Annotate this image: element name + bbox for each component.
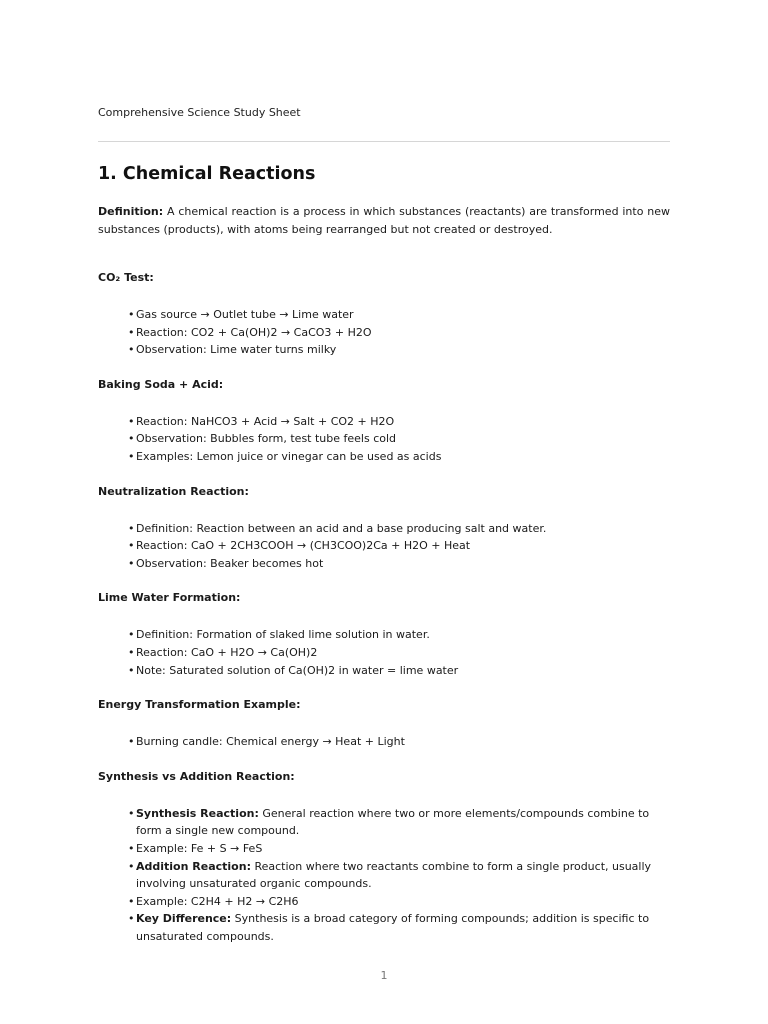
definition-label: Definition:: [98, 205, 164, 218]
item-text: Note: Saturated solution of Ca(OH)2 in water = lime water: [136, 663, 459, 677]
reaction-block: [98, 376, 670, 466]
list-item: [128, 324, 670, 342]
bullet-list: [98, 626, 670, 679]
reaction-block: [98, 269, 670, 359]
bullet-icon: •: [128, 894, 135, 908]
list-item: [128, 626, 670, 644]
bullet-list: [98, 413, 670, 466]
item-text: Observation: Beaker becomes hot: [136, 556, 324, 570]
item-text: Synthesis is a broad category of forming compounds; addition is specific to unsaturated compounds.: [136, 912, 650, 943]
page-number: 1: [380, 969, 388, 982]
item-text: Reaction where two reactants combine to form a single product, usually involving unsaturated organic compounds.: [136, 859, 652, 891]
bullet-icon: •: [128, 806, 135, 820]
item-text: Example: Fe + S → FeS: [136, 841, 263, 855]
item-text: Example: C2H4 + H2 → C2H6: [136, 894, 299, 908]
bullet-list: [98, 306, 670, 359]
list-item: [128, 644, 670, 662]
reaction-block: [98, 696, 670, 751]
section-title: 1. Chemical Reactions: [98, 164, 316, 184]
item-text: Gas source → Outlet tube → Lime water: [136, 308, 354, 321]
item-text: Definition: Reaction between an acid and a base producing salt and water.: [136, 521, 547, 535]
list-item: [128, 555, 670, 573]
item-text: Definition: Formation of slaked lime solution in water.: [136, 628, 430, 642]
item-label: Addition Reaction:: [136, 859, 251, 873]
block-title: Neutralization Reaction:: [98, 484, 249, 498]
bullet-icon: •: [128, 325, 135, 339]
list-item: [128, 306, 670, 324]
list-item: [128, 413, 670, 431]
bullet-icon: •: [128, 432, 135, 446]
item-text: Reaction: CO2 + Ca(OH)2 → CaCO3 + H2O: [136, 325, 372, 339]
reaction-block: [98, 768, 670, 946]
item-text: General reaction where two or more elements/compounds combine to form a single new compound.: [136, 806, 650, 838]
block-title: Synthesis vs Addition Reaction:: [98, 769, 295, 783]
bullet-list: [98, 805, 670, 946]
definition-text: A chemical reaction is a process in which substances (reactants) are transformed into new substances (products), with atoms being rearranged but not created or destroyed.: [98, 205, 670, 236]
list-item: [128, 448, 670, 466]
document-header: Comprehensive Science Study Sheet: [98, 106, 301, 119]
block-title: CO₂ Test:: [98, 271, 154, 284]
list-item: [128, 733, 670, 751]
bullet-icon: •: [128, 859, 135, 873]
item-text: Observation: Bubbles form, test tube feels cold: [136, 432, 397, 446]
bullet-icon: •: [128, 645, 135, 659]
bullet-list: [98, 733, 670, 751]
item-text: Reaction: CaO + 2CH3COOH → (CH3COO)2Ca + H2O + Heat: [136, 539, 471, 553]
item-label: Key Difference:: [136, 912, 232, 926]
bullet-icon: •: [128, 912, 135, 926]
bullet-icon: •: [128, 556, 135, 570]
bullet-icon: •: [128, 414, 135, 428]
item-label: Synthesis Reaction:: [136, 806, 259, 820]
item-text: Reaction: CaO + H2O → Ca(OH)2: [136, 645, 318, 659]
reaction-blocks: [98, 269, 670, 945]
bullet-list: [98, 520, 670, 573]
bullet-icon: •: [128, 521, 135, 535]
block-title: Energy Transformation Example:: [98, 698, 301, 712]
list-item: [128, 893, 670, 911]
list-item: [128, 858, 670, 893]
reaction-block: [98, 589, 670, 679]
item-text: Reaction: NaHCO3 + Acid → Salt + CO2 + H2O: [136, 414, 395, 428]
list-item: [128, 840, 670, 858]
bullet-icon: •: [128, 663, 135, 677]
bullet-icon: •: [128, 308, 135, 321]
block-title: Lime Water Formation:: [98, 591, 241, 605]
list-item: [128, 805, 670, 840]
header-divider: [98, 141, 670, 142]
bullet-icon: •: [128, 343, 135, 357]
reaction-block: [98, 483, 670, 573]
list-item: [128, 520, 670, 538]
list-item: [128, 910, 670, 945]
list-item: [128, 537, 670, 555]
bullet-icon: •: [128, 628, 135, 642]
block-title: Baking Soda + Acid:: [98, 377, 224, 391]
item-text: Observation: Lime water turns milky: [136, 343, 337, 357]
item-text: Examples: Lemon juice or vinegar can be used as acids: [136, 449, 442, 463]
list-item: [128, 662, 670, 680]
list-item: [128, 341, 670, 359]
item-text: Burning candle: Chemical energy → Heat + Light: [136, 735, 405, 749]
bullet-icon: •: [128, 841, 135, 855]
bullet-icon: •: [128, 539, 135, 553]
definition-paragraph: [98, 203, 670, 238]
bullet-icon: •: [128, 735, 135, 749]
document-page: [98, 104, 670, 945]
list-item: [128, 430, 670, 448]
bullet-icon: •: [128, 449, 135, 463]
